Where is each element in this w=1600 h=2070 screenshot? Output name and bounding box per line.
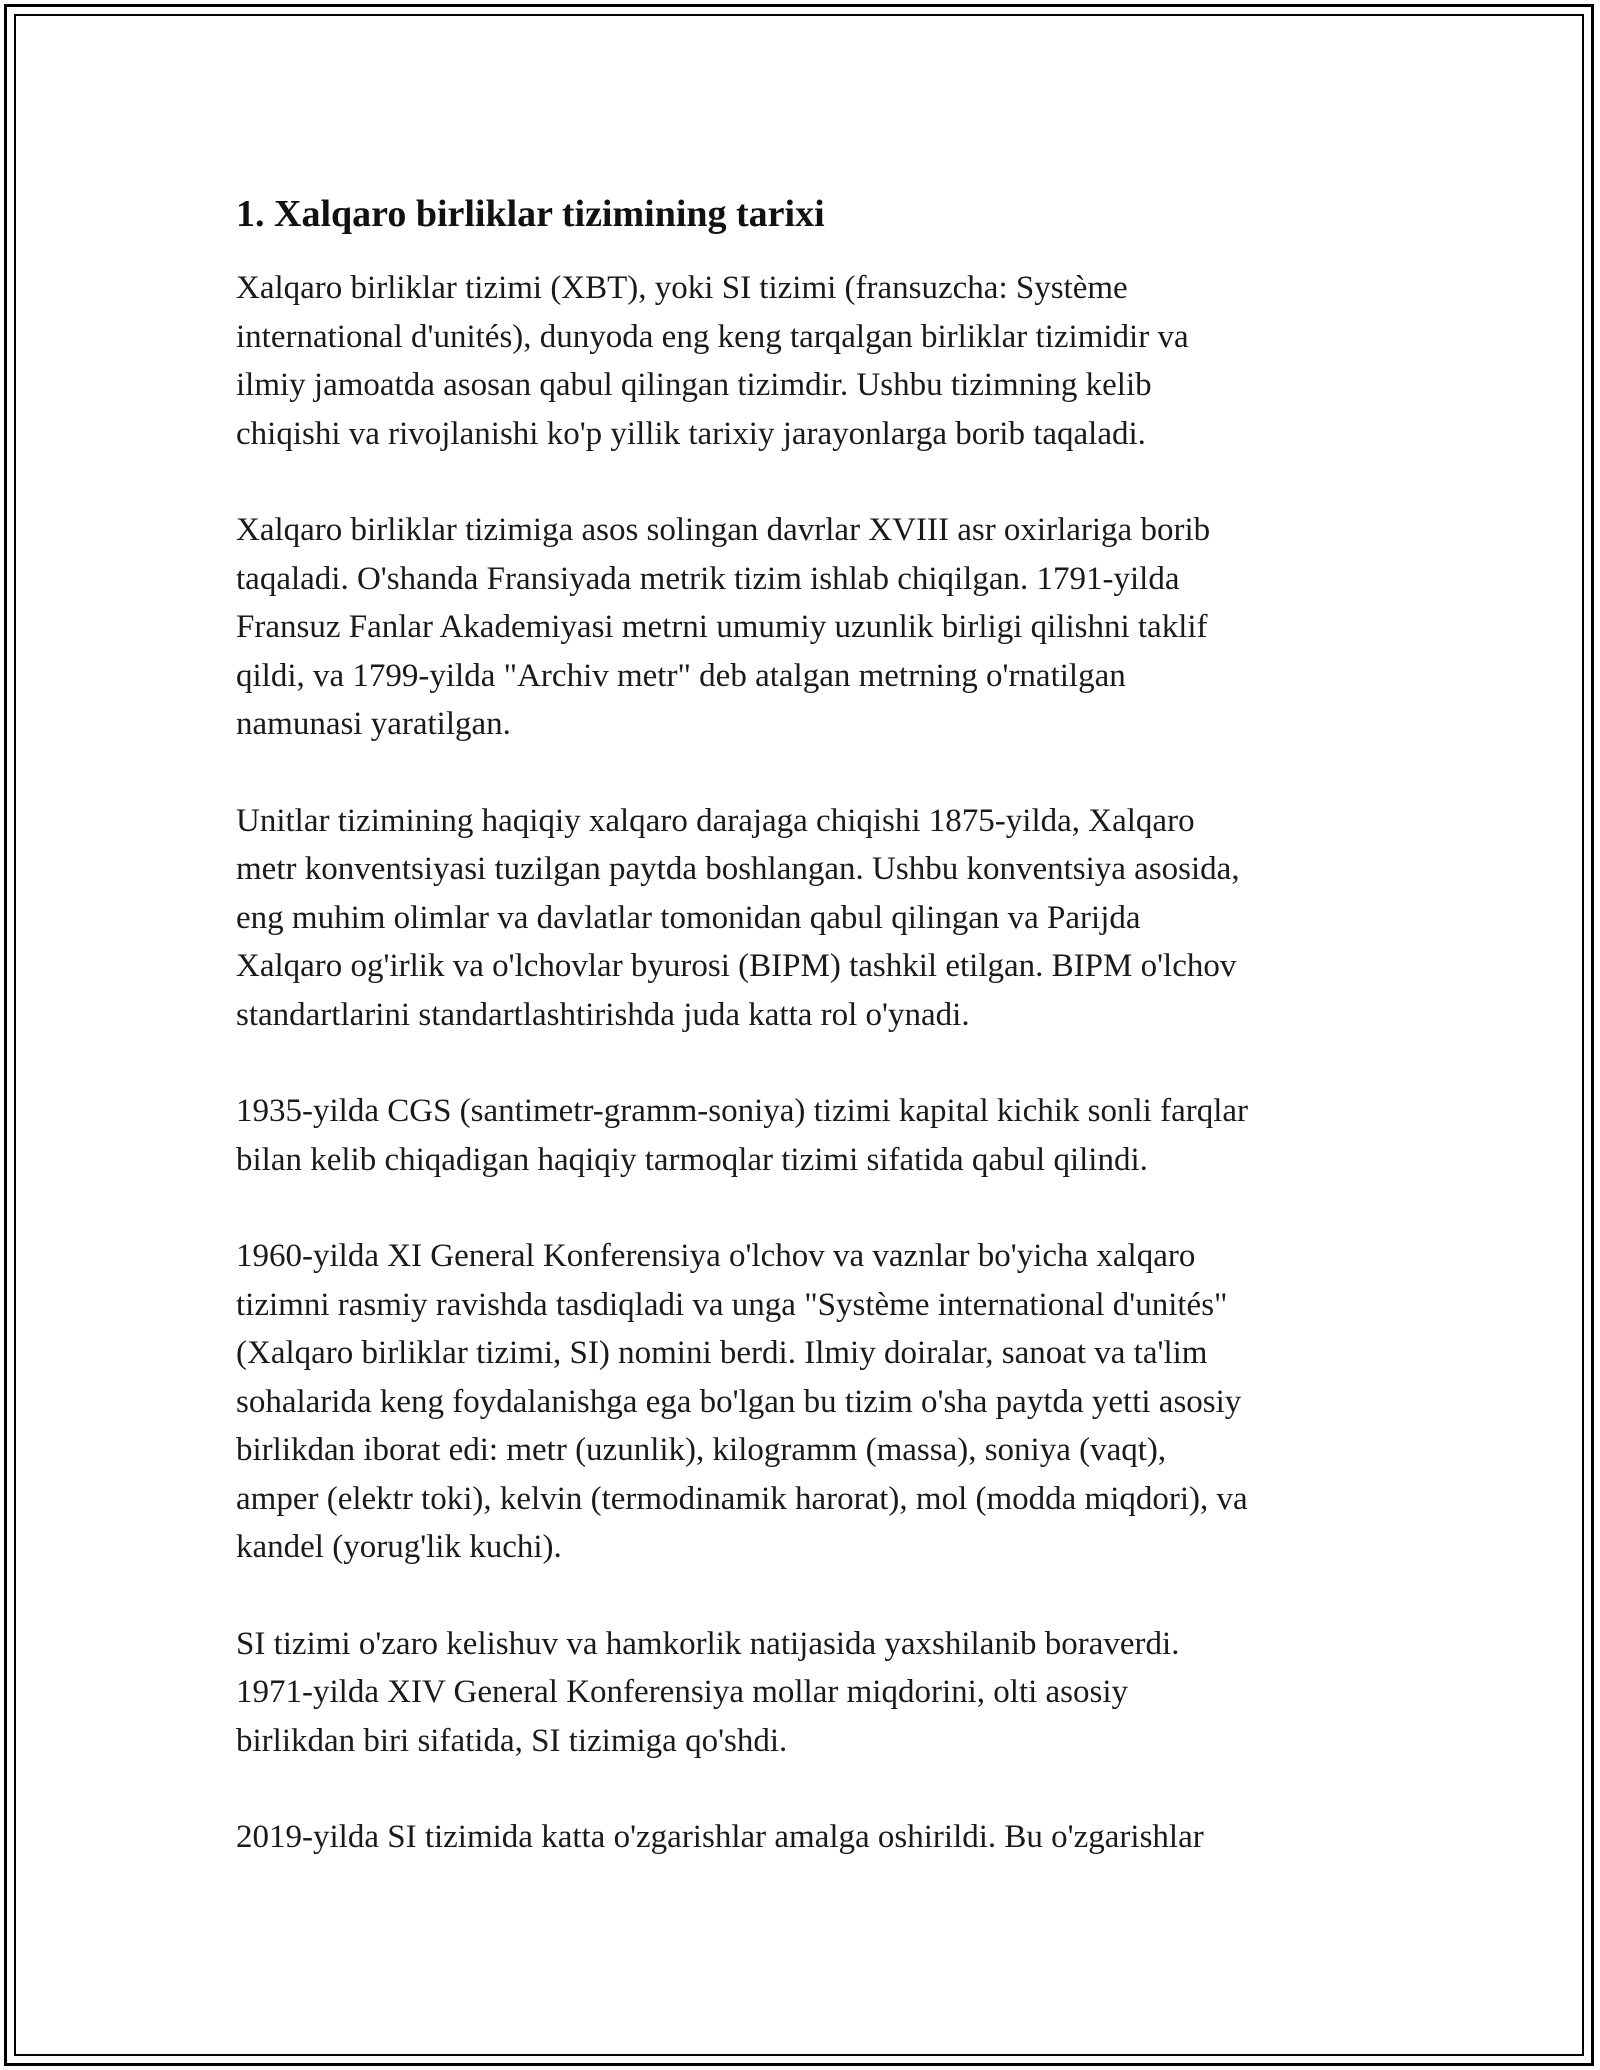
- text-line: taqaladi. O'shanda Fransiyada metrik tizim ishlab chiqilgan. 1791-yilda: [236, 560, 1180, 597]
- text-line: SI tizimi o'zaro kelishuv va hamkorlik natijasida yaxshilanib boraverdi.: [236, 1625, 1180, 1662]
- text-line: 1960-yilda XI General Konferensiya o'lchov va vaznlar bo'yicha xalqaro: [236, 1238, 1196, 1274]
- paragraph-2: [236, 506, 1372, 749]
- text-line: 1935-yilda CGS (santimetr-gramm-soniya) tizimi kapital kichik sonli farqlar: [236, 1093, 1249, 1129]
- text-line: 1971-yilda XIV General Konferensiya mollar miqdorini, olti asosiy: [236, 1674, 1129, 1710]
- text-line: amper (elektr toki), kelvin (termodinamik harorat), mol (modda miqdori), va: [236, 1480, 1248, 1517]
- text-line: Xalqaro birliklar tizimiga asos solingan davrlar XVIII asr oxirlariga borib: [236, 512, 1211, 548]
- text-line: qildi, va 1799-yilda "Archiv metr" deb atalgan metrning o'rnatilgan: [236, 657, 1126, 694]
- paragraph-1: [236, 264, 1372, 458]
- paragraph-7: [236, 1813, 1372, 1862]
- paragraph-4: [236, 1087, 1372, 1184]
- paragraph-6: [236, 1620, 1372, 1766]
- text-line: birlikdan iborat edi: metr (uzunlik), kilogramm (massa), soniya (vaqt),: [236, 1432, 1167, 1468]
- document-body: [236, 186, 1372, 1910]
- text-line: namunasi yaratilgan.: [236, 706, 511, 742]
- text-line: tizimni rasmiy ravishda tasdiqladi va unga "Système international d'unités": [236, 1286, 1228, 1323]
- text-line: Fransuz Fanlar Akademiyasi metrni umumiy uzunlik birligi qilishni taklif: [236, 609, 1208, 645]
- text-line: standartlarini standartlashtirishda juda katta rol o'ynadi.: [236, 996, 970, 1033]
- text-line: (Xalqaro birliklar tizimi, SI) nomini berdi. Ilmiy doiralar, sanoat va ta'lim: [236, 1335, 1208, 1371]
- text-line: bilan kelib chiqadigan haqiqiy tarmoqlar tizimi sifatida qabul qilindi.: [236, 1141, 1148, 1178]
- text-line: Unitlar tizimining haqiqiy xalqaro darajaga chiqishi 1875-yilda, Xalqaro: [236, 802, 1195, 839]
- text-line: Xalqaro og'irlik va o'lchovlar byurosi (BIPM) tashkil etilgan. BIPM o'lchov: [236, 948, 1237, 984]
- paragraph-5: [236, 1232, 1372, 1572]
- text-line: chiqishi va rivojlanishi ko'p yillik tarixiy jarayonlarga borib taqaladi.: [236, 415, 1146, 452]
- text-line: Xalqaro birliklar tizimi (XBT), yoki SI tizimi (fransuzcha: Système: [236, 270, 1128, 306]
- text-line: ilmiy jamoatda asosan qabul qilingan tizimdir. Ushbu tizimning kelib: [236, 367, 1152, 403]
- text-line: eng muhim olimlar va davlatlar tomonidan qabul qilingan va Parijda: [236, 899, 1141, 936]
- text-line: 2019-yilda SI tizimida katta o'zgarishlar amalga oshirildi. Bu o'zgarishlar: [236, 1819, 1204, 1855]
- text-line: birlikdan biri sifatida, SI tizimiga qo'shdi.: [236, 1722, 788, 1759]
- text-line: international d'unités), dunyoda eng keng tarqalgan birliklar tizimidir va: [236, 318, 1189, 355]
- section-title: 1. Xalqaro birliklar tizimining tarixi: [236, 193, 825, 235]
- text-line: kandel (yorug'lik kuchi).: [236, 1529, 562, 1565]
- text-line: sohalarida keng foydalanishga ega bo'lgan bu tizim o'sha paytda yetti asosiy: [236, 1383, 1242, 1420]
- paragraph-3: [236, 797, 1372, 1040]
- text-line: metr konventsiyasi tuzilgan paytda boshlangan. Ushbu konventsiya asosida,: [236, 851, 1240, 887]
